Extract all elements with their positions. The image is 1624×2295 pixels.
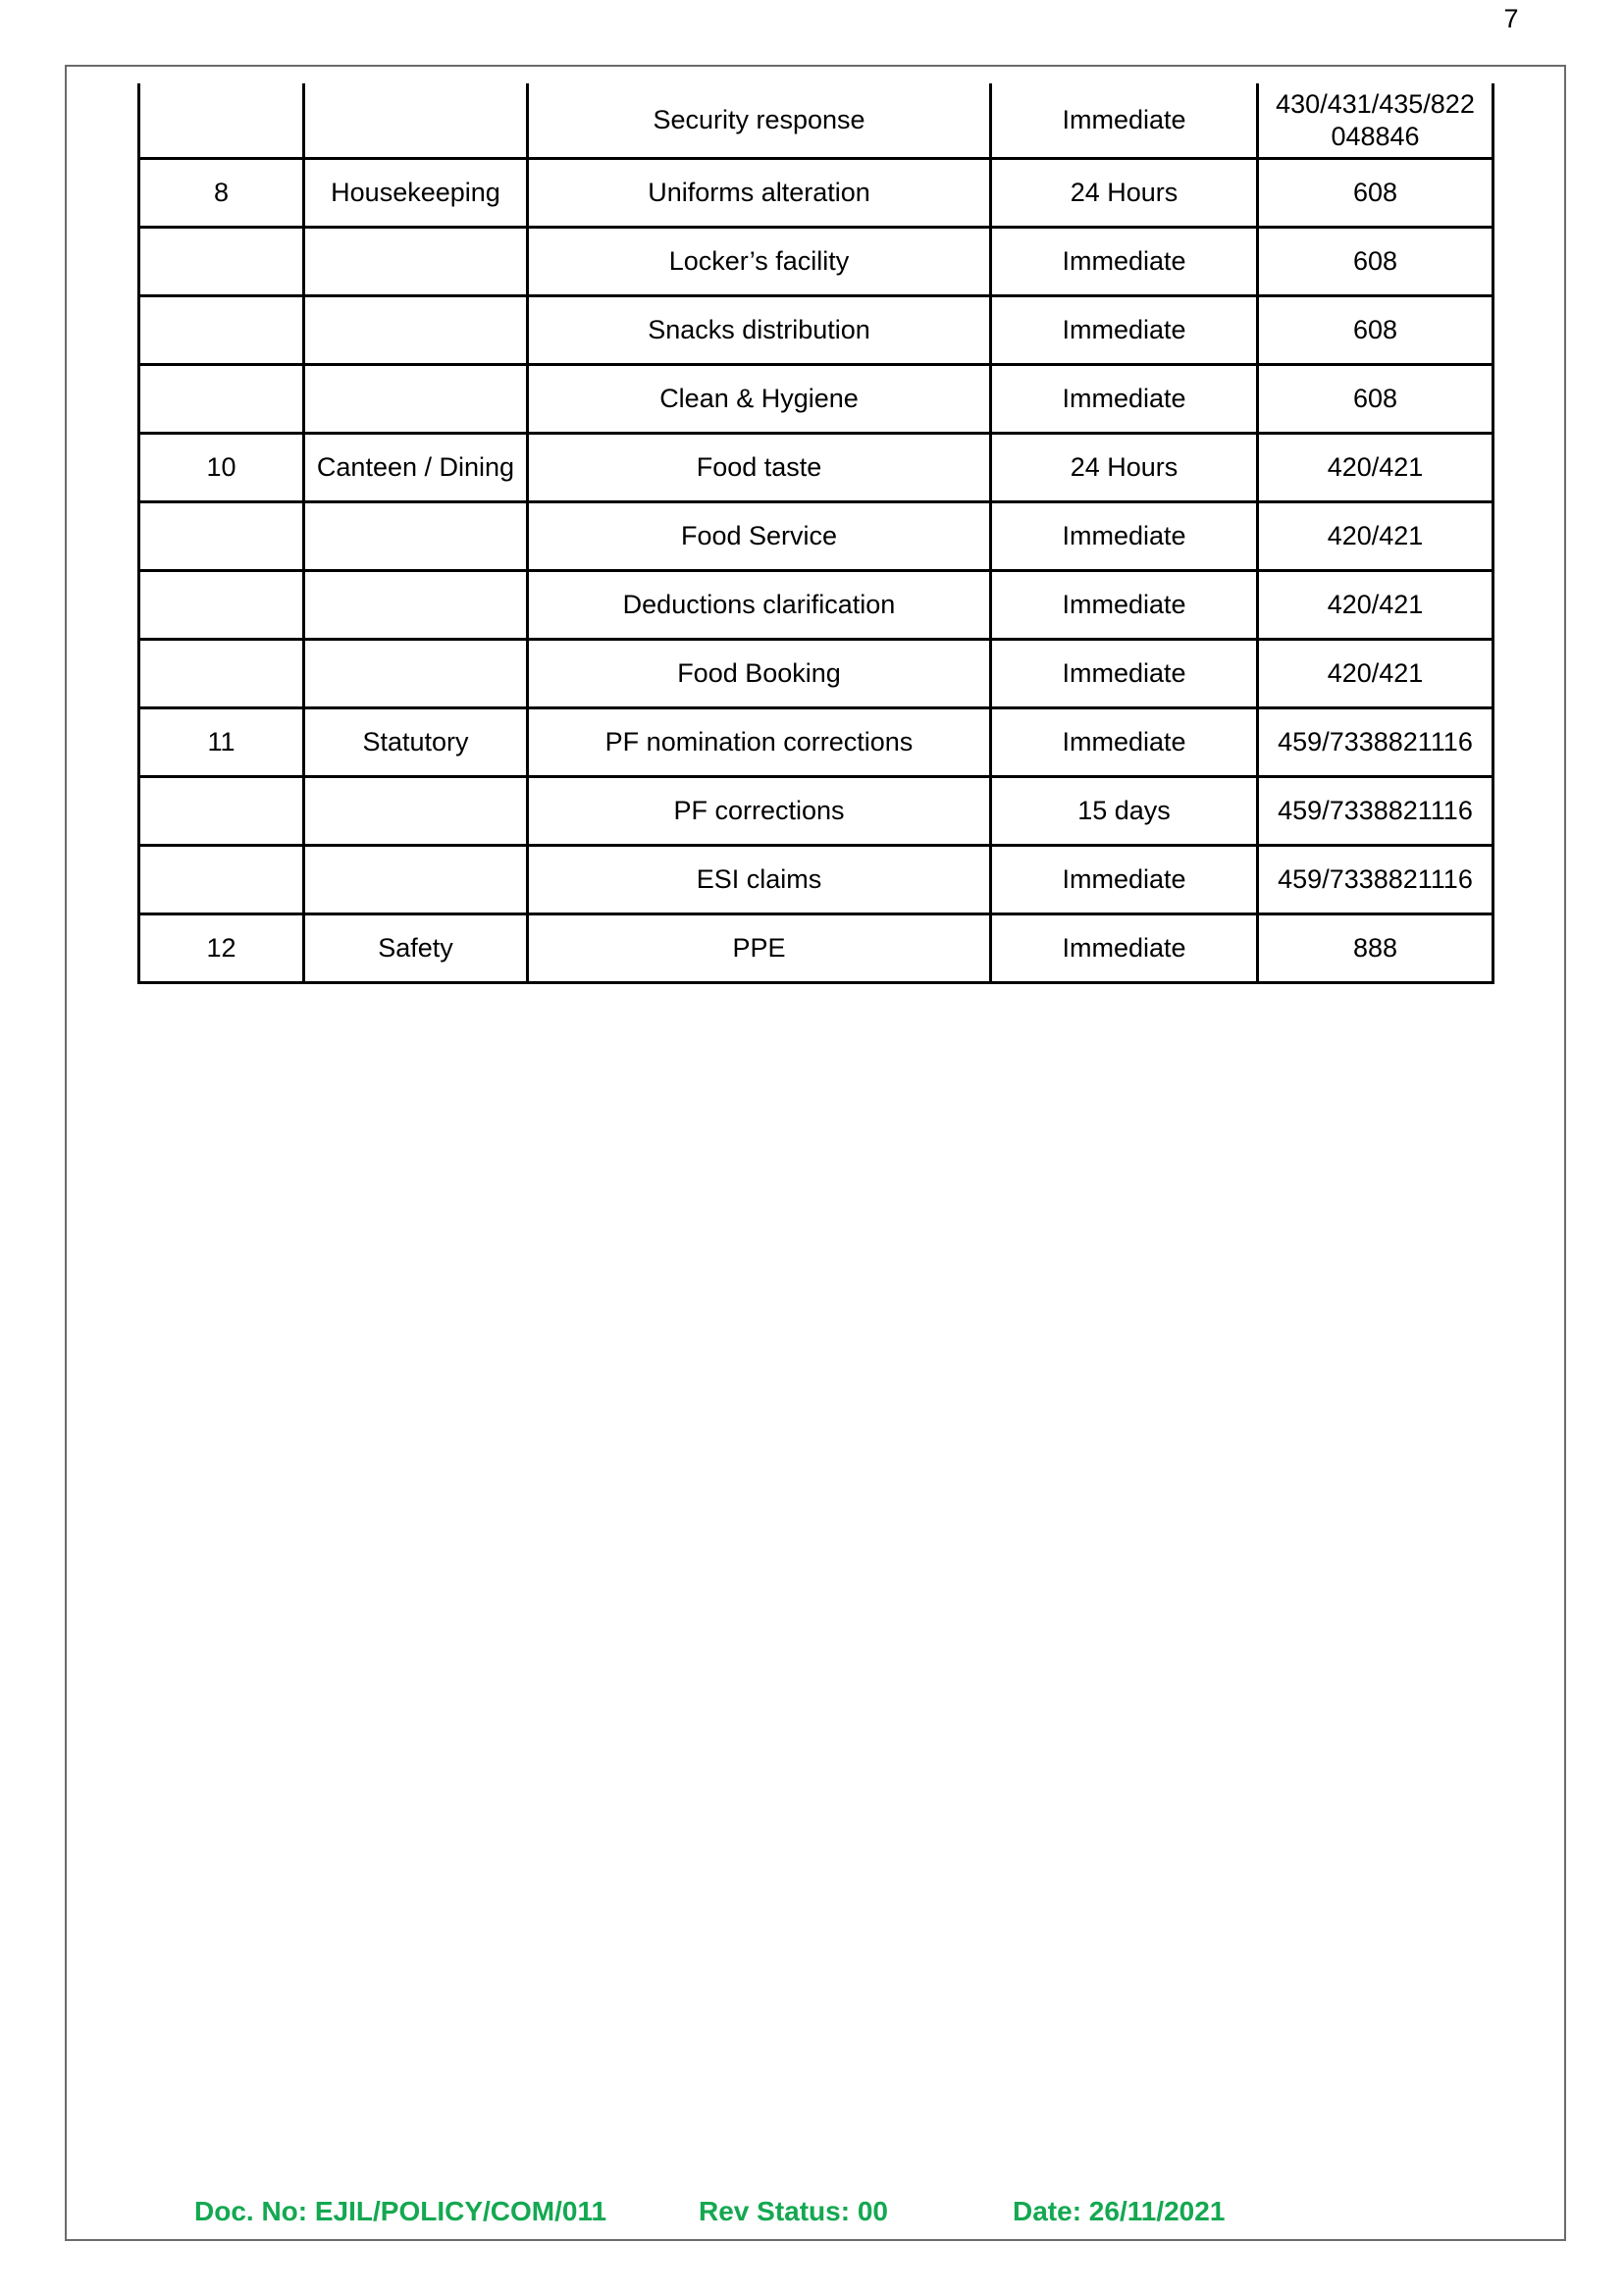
serial-number-cell: 12 <box>139 914 304 983</box>
response-time-cell: Immediate <box>991 83 1258 159</box>
contact-cell: 459/7338821116 <box>1258 777 1493 846</box>
issue-cell: Food taste <box>528 434 991 502</box>
response-time-cell: Immediate <box>991 914 1258 983</box>
table-row <box>139 434 1493 502</box>
issue-cell: Clean & Hygiene <box>528 365 991 434</box>
serial-number-cell <box>139 777 304 846</box>
response-time-cell: Immediate <box>991 640 1258 708</box>
department-cell: Statutory <box>304 708 528 777</box>
issue-cell: PF nomination corrections <box>528 708 991 777</box>
response-time-cell: 15 days <box>991 777 1258 846</box>
serial-number-cell <box>139 365 304 434</box>
serial-number-cell <box>139 640 304 708</box>
issue-cell: Food Service <box>528 502 991 571</box>
table-row <box>139 159 1493 228</box>
table-row <box>139 914 1493 983</box>
issue-cell: Deductions clarification <box>528 571 991 640</box>
table-row <box>139 708 1493 777</box>
issue-cell: Snacks distribution <box>528 296 991 365</box>
contact-cell: 420/421 <box>1258 640 1493 708</box>
footer-doc-no: Doc. No: EJIL/POLICY/COM/011 <box>194 2196 607 2226</box>
table-row <box>139 228 1493 296</box>
contact-table <box>137 83 1494 984</box>
issue-cell: PPE <box>528 914 991 983</box>
footer-rev-status: Rev Status: 00 <box>699 2196 888 2226</box>
serial-number-cell: 10 <box>139 434 304 502</box>
response-time-cell: Immediate <box>991 571 1258 640</box>
contact-cell: 430/431/435/822 048846 <box>1258 83 1493 159</box>
response-time-cell: Immediate <box>991 365 1258 434</box>
footer-date: Date: 26/11/2021 <box>1013 2196 1226 2226</box>
contact-cell: 888 <box>1258 914 1493 983</box>
response-time-cell: Immediate <box>991 296 1258 365</box>
department-cell <box>304 296 528 365</box>
contact-cell: 608 <box>1258 159 1493 228</box>
issue-cell: ESI claims <box>528 846 991 914</box>
contact-cell: 459/7338821116 <box>1258 846 1493 914</box>
department-cell <box>304 502 528 571</box>
table-row <box>139 571 1493 640</box>
issue-cell: PF corrections <box>528 777 991 846</box>
response-time-cell: Immediate <box>991 228 1258 296</box>
issue-cell: Security response <box>528 83 991 159</box>
serial-number-cell <box>139 502 304 571</box>
serial-number-cell <box>139 571 304 640</box>
department-cell: Housekeeping <box>304 159 528 228</box>
department-cell <box>304 846 528 914</box>
contact-cell: 420/421 <box>1258 434 1493 502</box>
serial-number-cell <box>139 846 304 914</box>
response-time-cell: Immediate <box>991 708 1258 777</box>
response-time-cell: 24 Hours <box>991 434 1258 502</box>
contact-cell: 459/7338821116 <box>1258 708 1493 777</box>
department-cell <box>304 83 528 159</box>
contact-cell: 608 <box>1258 365 1493 434</box>
table-row <box>139 296 1493 365</box>
department-cell <box>304 640 528 708</box>
table-row <box>139 777 1493 846</box>
department-cell: Canteen / Dining <box>304 434 528 502</box>
department-cell <box>304 777 528 846</box>
issue-cell: Locker’s facility <box>528 228 991 296</box>
contact-cell: 608 <box>1258 296 1493 365</box>
contact-cell: 608 <box>1258 228 1493 296</box>
table-row <box>139 846 1493 914</box>
page-number: 7 <box>1503 4 1519 33</box>
department-cell <box>304 228 528 296</box>
serial-number-cell <box>139 83 304 159</box>
response-time-cell: Immediate <box>991 846 1258 914</box>
table-body <box>139 83 1493 983</box>
serial-number-cell: 11 <box>139 708 304 777</box>
contact-cell: 420/421 <box>1258 502 1493 571</box>
table-row <box>139 640 1493 708</box>
table-row <box>139 83 1493 159</box>
footer <box>0 2196 1624 2235</box>
department-cell <box>304 365 528 434</box>
response-time-cell: Immediate <box>991 502 1258 571</box>
issue-cell: Uniforms alteration <box>528 159 991 228</box>
serial-number-cell <box>139 228 304 296</box>
department-cell <box>304 571 528 640</box>
table-row <box>139 365 1493 434</box>
table-row <box>139 502 1493 571</box>
issue-cell: Food Booking <box>528 640 991 708</box>
department-cell: Safety <box>304 914 528 983</box>
response-time-cell: 24 Hours <box>991 159 1258 228</box>
serial-number-cell <box>139 296 304 365</box>
contact-cell: 420/421 <box>1258 571 1493 640</box>
serial-number-cell: 8 <box>139 159 304 228</box>
